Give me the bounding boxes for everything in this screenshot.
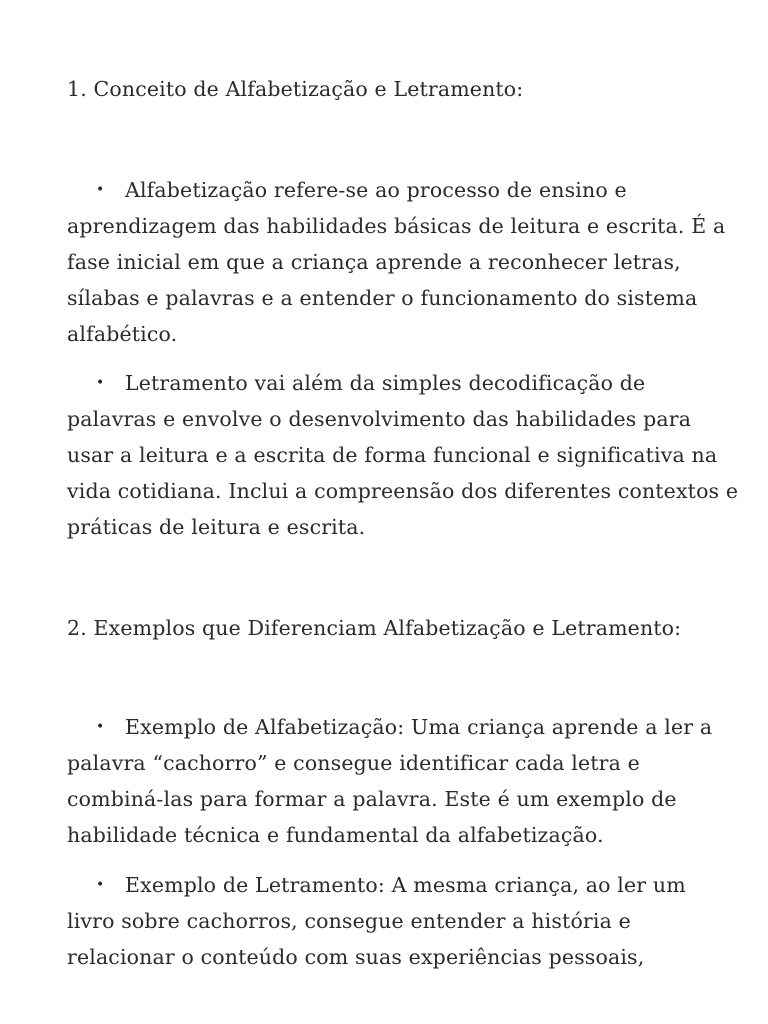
bullet-icon: •	[96, 719, 105, 735]
list-item	[67, 867, 739, 975]
bullet-icon: •	[96, 877, 105, 893]
section-heading-2: 2. Exemplos que Diferenciam Alfabetização e Letramento:	[67, 616, 682, 640]
list-item	[67, 172, 739, 352]
list-item	[67, 365, 739, 545]
list-item-text: Alfabetização refere-se ao processo de ensino e aprendizagem das habilidades básicas de leitura e escrita. É a fase inicial em que a criança aprende a reconhecer letras, sílabas e palavras e a entender o funcionamento do sistema alfabético.	[67, 178, 726, 346]
bullet-icon: •	[96, 182, 105, 198]
bullet-icon: •	[96, 375, 105, 391]
section-heading-1: 1. Conceito de Alfabetização e Letramento:	[67, 77, 524, 101]
list-item	[67, 709, 739, 853]
list-item-text: Exemplo de Letramento: A mesma criança, ao ler um livro sobre cachorros, consegue entender a história e relacionar o conteúdo com suas experiências pessoais,	[67, 873, 686, 969]
list-item-text: Letramento vai além da simples decodificação de palavras e envolve o desenvolvimento das habilidades para usar a leitura e a escrita de forma funcional e significativa na vida cotidiana. Inclui a compreensão dos diferentes contextos e práticas de leitura e escrita.	[67, 371, 739, 539]
list-item-text: Exemplo de Alfabetização: Uma criança aprende a ler a palavra “cachorro” e consegue identificar cada letra e combiná-las para formar a palavra. Este é um exemplo de habilidade técnica e fundamental da alfabetização.	[67, 715, 713, 847]
